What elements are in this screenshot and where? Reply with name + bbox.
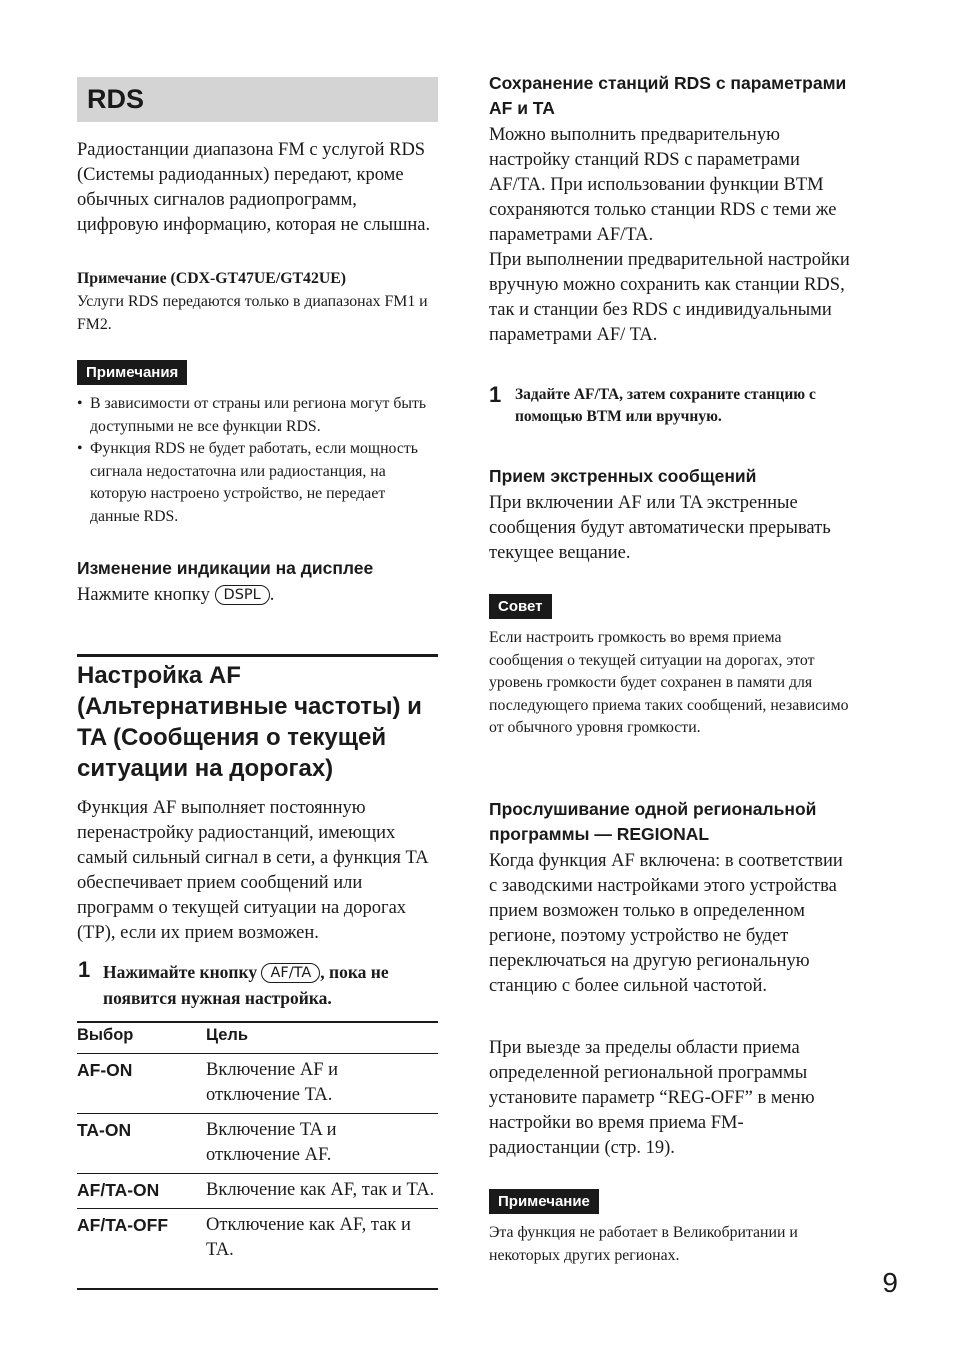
rds-intro: Радиостанции диапазона FM с услугой RDS (Системы радиоданных) передают, кроме обычных сигналов радиопрограмм, цифровую информацию, которая не слышна. bbox=[77, 140, 431, 235]
table-row: TA-ON Включение TA и отключение AF. bbox=[77, 1114, 438, 1174]
af-ta-step: Нажимайте кнопку AF/TA , пока не появится нужная настройка. bbox=[103, 962, 389, 1008]
note-label: Примечание bbox=[489, 1189, 599, 1214]
note-text: Эта функция не работает в Великобритании и некоторых других регионах. bbox=[489, 1224, 798, 1264]
section-divider bbox=[77, 654, 438, 657]
af-ta-heading: Настройка AF (Альтернативные частоты) и TA (Сообщения о текущей ситуации на дорогах) bbox=[77, 662, 422, 782]
af-ta-button: AF/TA bbox=[261, 963, 320, 983]
save-heading: Сохранение станций RDS с параметрами AF и TA bbox=[489, 73, 847, 118]
rds-title: RDS bbox=[87, 84, 145, 114]
emergency-heading: Прием экстренных сообщений bbox=[489, 466, 757, 486]
table-bottom-rule bbox=[77, 1288, 438, 1290]
regional-heading: Прослушивание одной региональной программы — REGIONAL bbox=[489, 799, 817, 844]
tip-label: Совет bbox=[489, 594, 552, 619]
rds-notes-list bbox=[77, 393, 438, 528]
af-ta-intro: Функция AF выполняет постоянную перенастройку радиостанций, имеющих самый сильный сигнал в сети, а функция TA обеспечивает прием сообщений или программ о текущей ситуации на дорогах (TP), если их прием возможен. bbox=[77, 798, 428, 943]
dspl-button: DSPL bbox=[215, 585, 270, 605]
page-number: 9 bbox=[882, 1267, 898, 1298]
save-step-number: 1 bbox=[489, 382, 502, 407]
table-row: AF/TA-ON Включение как AF, так и TA. bbox=[77, 1174, 438, 1209]
table-header-row: Выбор Цель bbox=[77, 1026, 249, 1044]
emergency-text: При включении AF или TA экстренные сообщения будут автоматически прерывать текущее вещание. bbox=[489, 493, 831, 563]
list-item: • Функция RDS не будет работать, если мощность сигнала недостаточна или радиостанция, на которую настроено устройство, не передает данные RDS. bbox=[77, 440, 418, 525]
save-text: Можно выполнить предварительную настройку станций RDS с параметрами AF/TA. При использовании функции BTM сохраняются только станции RDS с теми же параметрами AF/TA. bbox=[489, 125, 837, 245]
display-heading: Изменение индикации на дисплее bbox=[77, 558, 374, 578]
rds-note-title: Примечание (CDX-GT47UE/GT42UE) bbox=[77, 270, 347, 287]
save-step-text: Задайте AF/TA, затем сохраните станцию с помощью BTM или вручную. bbox=[515, 386, 816, 425]
notes-label: Примечания bbox=[77, 360, 187, 385]
rds-note-text: Услуги RDS передаются только в диапазонах FM1 и FM2. bbox=[77, 293, 428, 333]
step-number: 1 bbox=[78, 957, 91, 982]
save-text-2: При выполнении предварительной настройки вручную можно сохранить как станции RDS, так и станции без RDS с индивидуальными параметрами AF/ TA. bbox=[489, 250, 850, 345]
display-instruction: Нажмите кнопку DSPL . bbox=[77, 585, 275, 605]
list-item: • В зависимости от страны или региона могут быть доступными не все функции RDS. bbox=[77, 395, 427, 435]
table-row: AF-ON Включение AF и отключение TA. bbox=[77, 1054, 438, 1114]
regional-text: Когда функция AF включена: в соответствии с заводскими настройками этого устройства прием возможен только в определенном регионе, поэтому устройство не будет переключаться на другую региональную станцию с более сильной частотой. bbox=[489, 851, 843, 996]
table-row: AF/TA-OFF Отключение как AF, так и TA. bbox=[77, 1209, 438, 1270]
af-ta-options-table bbox=[77, 1022, 438, 1269]
tip-text: Если настроить громкость во время приема сообщения о текущей ситуации на дорогах, этот уровень громкости будет сохранен в памяти для последующего приема таких сообщений, независимо от обычного уровня громкости. bbox=[489, 629, 849, 736]
regional-text-2: При выезде за пределы области приема определенной региональной программы установите параметр “REG-OFF” в меню настройки во время приема FM-радиостанции (стр. 19). bbox=[489, 1038, 815, 1158]
